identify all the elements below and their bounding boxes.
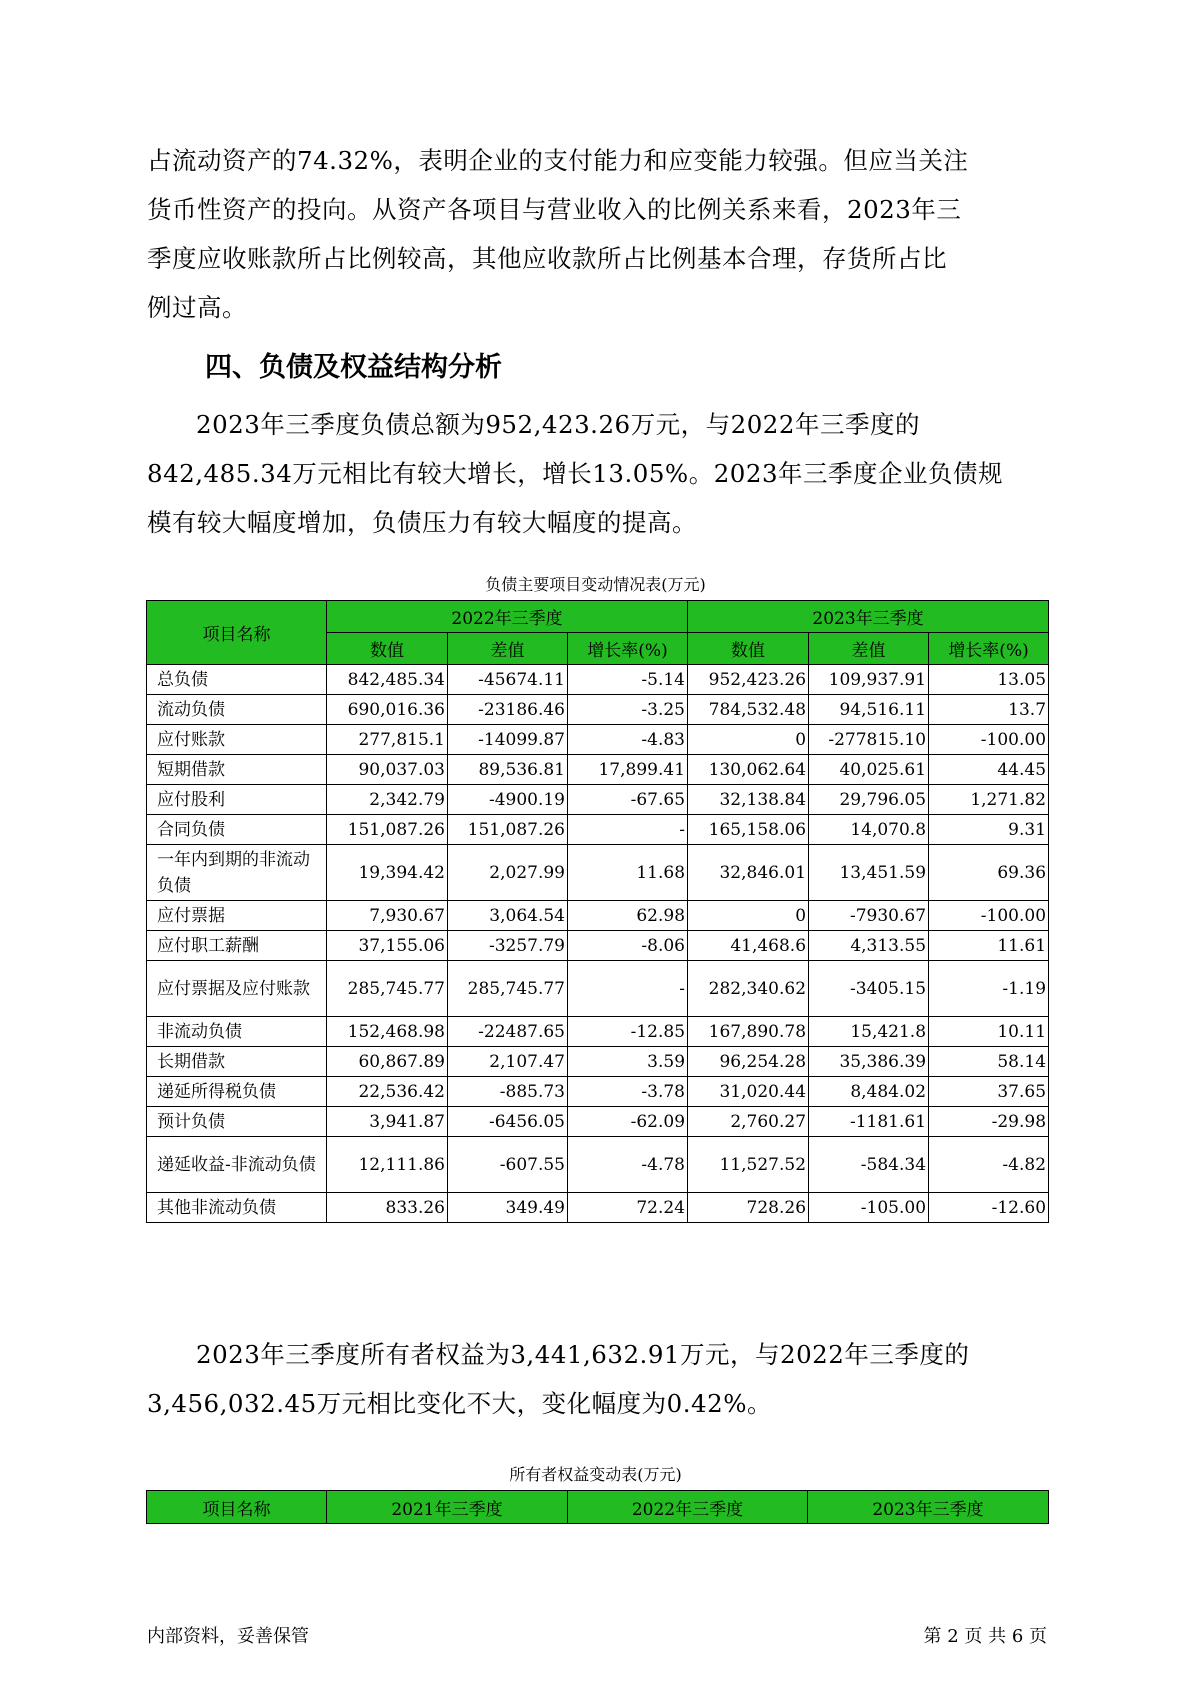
header-item-name: 项目名称 bbox=[147, 601, 327, 665]
cell-value: 4,313.55 bbox=[809, 931, 929, 961]
cell-value: 13.05 bbox=[929, 665, 1049, 695]
cell-value: 2,027.99 bbox=[448, 845, 568, 901]
cell-value: -7930.67 bbox=[809, 901, 929, 931]
cell-value: -22487.65 bbox=[448, 1017, 568, 1047]
cell-value: -100.00 bbox=[929, 901, 1049, 931]
cell-value: 96,254.28 bbox=[688, 1047, 809, 1077]
text-line: 占流动资产的74.32%，表明企业的支付能力和应变能力较强。但应当关注 bbox=[147, 146, 969, 175]
cell-value: 1,271.82 bbox=[929, 785, 1049, 815]
text-line: 货币性资产的投向。从资产各项目与营业收入的比例关系来看，2023年三 bbox=[147, 195, 962, 224]
table-row bbox=[147, 815, 1049, 845]
cell-value: 285,745.77 bbox=[327, 961, 448, 1017]
cell-value: -12.85 bbox=[568, 1017, 688, 1047]
cell-value: 12,111.86 bbox=[327, 1137, 448, 1193]
cell-value: 19,394.42 bbox=[327, 845, 448, 901]
cell-value: 285,745.77 bbox=[448, 961, 568, 1017]
cell-value: 349.49 bbox=[448, 1193, 568, 1223]
cell-value: 72.24 bbox=[568, 1193, 688, 1223]
footer-left: 内部资料，妥善保管 bbox=[147, 1626, 309, 1647]
cell-value: 60,867.89 bbox=[327, 1047, 448, 1077]
cell-value: -8.06 bbox=[568, 931, 688, 961]
cell-value: 32,138.84 bbox=[688, 785, 809, 815]
cell-value: 37,155.06 bbox=[327, 931, 448, 961]
header-period-2021: 2021年三季度 bbox=[327, 1491, 568, 1524]
row-item-name: 应付票据 bbox=[147, 901, 327, 931]
cell-value: -1.19 bbox=[929, 961, 1049, 1017]
row-item-name: 递延收益-非流动负债 bbox=[147, 1137, 327, 1193]
cell-value: 0 bbox=[688, 725, 809, 755]
cell-value: 0 bbox=[688, 901, 809, 931]
cell-value: 152,468.98 bbox=[327, 1017, 448, 1047]
cell-value: 9.31 bbox=[929, 815, 1049, 845]
header-growth: 增长率(%) bbox=[568, 633, 688, 665]
cell-value: -3405.15 bbox=[809, 961, 929, 1017]
table-row bbox=[147, 785, 1049, 815]
table-row bbox=[147, 1017, 1049, 1047]
cell-value: 282,340.62 bbox=[688, 961, 809, 1017]
table-row bbox=[147, 695, 1049, 725]
cell-value: 40,025.61 bbox=[809, 755, 929, 785]
cell-value: -885.73 bbox=[448, 1077, 568, 1107]
cell-value: 3,941.87 bbox=[327, 1107, 448, 1137]
cell-value: 7,930.67 bbox=[327, 901, 448, 931]
header-period-2023: 2023年三季度 bbox=[808, 1491, 1049, 1524]
cell-value: 833.26 bbox=[327, 1193, 448, 1223]
cell-value: 31,020.44 bbox=[688, 1077, 809, 1107]
cell-value: - bbox=[568, 815, 688, 845]
cell-value: 89,536.81 bbox=[448, 755, 568, 785]
intro-paragraph bbox=[147, 136, 1047, 332]
row-item-name: 递延所得税负债 bbox=[147, 1077, 327, 1107]
row-item-name: 应付票据及应付账款 bbox=[147, 961, 327, 1017]
cell-value: 842,485.34 bbox=[327, 665, 448, 695]
table-row bbox=[147, 725, 1049, 755]
row-item-name: 预计负债 bbox=[147, 1107, 327, 1137]
text-line: 3,456,032.45万元相比变化不大，变化幅度为0.42%。 bbox=[147, 1389, 772, 1418]
row-item-name: 其他非流动负债 bbox=[147, 1193, 327, 1223]
cell-value: - bbox=[568, 961, 688, 1017]
cell-value: 22,536.42 bbox=[327, 1077, 448, 1107]
cell-value: 11.61 bbox=[929, 931, 1049, 961]
cell-value: 29,796.05 bbox=[809, 785, 929, 815]
cell-value: 3,064.54 bbox=[448, 901, 568, 931]
cell-value: 728.26 bbox=[688, 1193, 809, 1223]
cell-value: 15,421.8 bbox=[809, 1017, 929, 1047]
cell-value: -3.25 bbox=[568, 695, 688, 725]
cell-value: 69.36 bbox=[929, 845, 1049, 901]
cell-value: 277,815.1 bbox=[327, 725, 448, 755]
cell-value: -23186.46 bbox=[448, 695, 568, 725]
row-item-name: 一年内到期的非流动负债 bbox=[147, 845, 327, 901]
cell-value: -584.34 bbox=[809, 1137, 929, 1193]
cell-value: -67.65 bbox=[568, 785, 688, 815]
table-row bbox=[147, 755, 1049, 785]
cell-value: 165,158.06 bbox=[688, 815, 809, 845]
row-item-name: 流动负债 bbox=[147, 695, 327, 725]
header-item-name: 项目名称 bbox=[147, 1491, 327, 1524]
row-item-name: 短期借款 bbox=[147, 755, 327, 785]
table-row bbox=[147, 1077, 1049, 1107]
text-line: 842,485.34万元相比有较大增长，增长13.05%。2023年三季度企业负债规 bbox=[147, 459, 1004, 488]
cell-value: 13,451.59 bbox=[809, 845, 929, 901]
cell-value: -607.55 bbox=[448, 1137, 568, 1193]
cell-value: -14099.87 bbox=[448, 725, 568, 755]
header-period-2023: 2023年三季度 bbox=[688, 601, 1049, 633]
cell-value: 151,087.26 bbox=[327, 815, 448, 845]
table-row bbox=[147, 1047, 1049, 1077]
footer-page-number: 第 2 页 共 6 页 bbox=[923, 1626, 1047, 1647]
table-row bbox=[147, 961, 1049, 1017]
cell-value: 37.65 bbox=[929, 1077, 1049, 1107]
cell-value: -3.78 bbox=[568, 1077, 688, 1107]
equity-table bbox=[146, 1490, 1049, 1524]
cell-value: -12.60 bbox=[929, 1193, 1049, 1223]
text-line: 2023年三季度所有者权益为3,441,632.91万元，与2022年三季度的 bbox=[196, 1340, 970, 1369]
cell-value: 784,532.48 bbox=[688, 695, 809, 725]
table-row bbox=[147, 1107, 1049, 1137]
cell-value: 14,070.8 bbox=[809, 815, 929, 845]
cell-value: 167,890.78 bbox=[688, 1017, 809, 1047]
cell-value: 2,107.47 bbox=[448, 1047, 568, 1077]
cell-value: 151,087.26 bbox=[448, 815, 568, 845]
equity-paragraph bbox=[147, 1330, 1047, 1428]
header-period-2022: 2022年三季度 bbox=[568, 1491, 808, 1524]
table-row bbox=[147, 665, 1049, 695]
text-line: 模有较大幅度增加，负债压力有较大幅度的提高。 bbox=[147, 508, 697, 537]
header-value: 数值 bbox=[327, 633, 448, 665]
cell-value: -62.09 bbox=[568, 1107, 688, 1137]
cell-value: 11,527.52 bbox=[688, 1137, 809, 1193]
cell-value: 3.59 bbox=[568, 1047, 688, 1077]
row-item-name: 长期借款 bbox=[147, 1047, 327, 1077]
cell-value: 41,468.6 bbox=[688, 931, 809, 961]
debt-table-caption: 负债主要项目变动情况表(万元) bbox=[485, 575, 706, 594]
row-item-name: 非流动负债 bbox=[147, 1017, 327, 1047]
cell-value: 11.68 bbox=[568, 845, 688, 901]
cell-value: -277815.10 bbox=[809, 725, 929, 755]
cell-value: 2,760.27 bbox=[688, 1107, 809, 1137]
debt-table bbox=[146, 600, 1049, 1223]
cell-value: 10.11 bbox=[929, 1017, 1049, 1047]
cell-value: -4.78 bbox=[568, 1137, 688, 1193]
table-row bbox=[147, 901, 1049, 931]
debt-paragraph bbox=[147, 400, 1047, 547]
cell-value: -5.14 bbox=[568, 665, 688, 695]
cell-value: 90,037.03 bbox=[327, 755, 448, 785]
cell-value: 58.14 bbox=[929, 1047, 1049, 1077]
header-diff: 差值 bbox=[448, 633, 568, 665]
cell-value: -4900.19 bbox=[448, 785, 568, 815]
cell-value: -105.00 bbox=[809, 1193, 929, 1223]
cell-value: -29.98 bbox=[929, 1107, 1049, 1137]
cell-value: 62.98 bbox=[568, 901, 688, 931]
cell-value: -4.82 bbox=[929, 1137, 1049, 1193]
cell-value: -6456.05 bbox=[448, 1107, 568, 1137]
row-item-name: 应付股利 bbox=[147, 785, 327, 815]
table-row bbox=[147, 1137, 1049, 1193]
row-item-name: 总负债 bbox=[147, 665, 327, 695]
cell-value: -3257.79 bbox=[448, 931, 568, 961]
text-line: 例过高。 bbox=[147, 293, 247, 322]
cell-value: -4.83 bbox=[568, 725, 688, 755]
cell-value: 109,937.91 bbox=[809, 665, 929, 695]
cell-value: -45674.11 bbox=[448, 665, 568, 695]
cell-value: -100.00 bbox=[929, 725, 1049, 755]
cell-value: 8,484.02 bbox=[809, 1077, 929, 1107]
cell-value: 44.45 bbox=[929, 755, 1049, 785]
header-value: 数值 bbox=[688, 633, 809, 665]
row-item-name: 应付账款 bbox=[147, 725, 327, 755]
header-diff: 差值 bbox=[809, 633, 929, 665]
equity-table-caption: 所有者权益变动表(万元) bbox=[509, 1465, 682, 1484]
table-row bbox=[147, 1193, 1049, 1223]
row-item-name: 合同负债 bbox=[147, 815, 327, 845]
text-line: 2023年三季度负债总额为952,423.26万元，与2022年三季度的 bbox=[196, 410, 920, 439]
table-row bbox=[147, 845, 1049, 901]
cell-value: 35,386.39 bbox=[809, 1047, 929, 1077]
header-growth: 增长率(%) bbox=[929, 633, 1049, 665]
cell-value: 94,516.11 bbox=[809, 695, 929, 725]
cell-value: 690,016.36 bbox=[327, 695, 448, 725]
section-heading: 四、负债及权益结构分析 bbox=[205, 352, 502, 383]
table-row bbox=[147, 931, 1049, 961]
row-item-name: 应付职工薪酬 bbox=[147, 931, 327, 961]
cell-value: 952,423.26 bbox=[688, 665, 809, 695]
text-line: 季度应收账款所占比例较高，其他应收款所占比例基本合理，存货所占比 bbox=[147, 244, 947, 273]
cell-value: 32,846.01 bbox=[688, 845, 809, 901]
cell-value: 17,899.41 bbox=[568, 755, 688, 785]
cell-value: 2,342.79 bbox=[327, 785, 448, 815]
cell-value: -1181.61 bbox=[809, 1107, 929, 1137]
cell-value: 13.7 bbox=[929, 695, 1049, 725]
cell-value: 130,062.64 bbox=[688, 755, 809, 785]
header-period-2022: 2022年三季度 bbox=[327, 601, 688, 633]
